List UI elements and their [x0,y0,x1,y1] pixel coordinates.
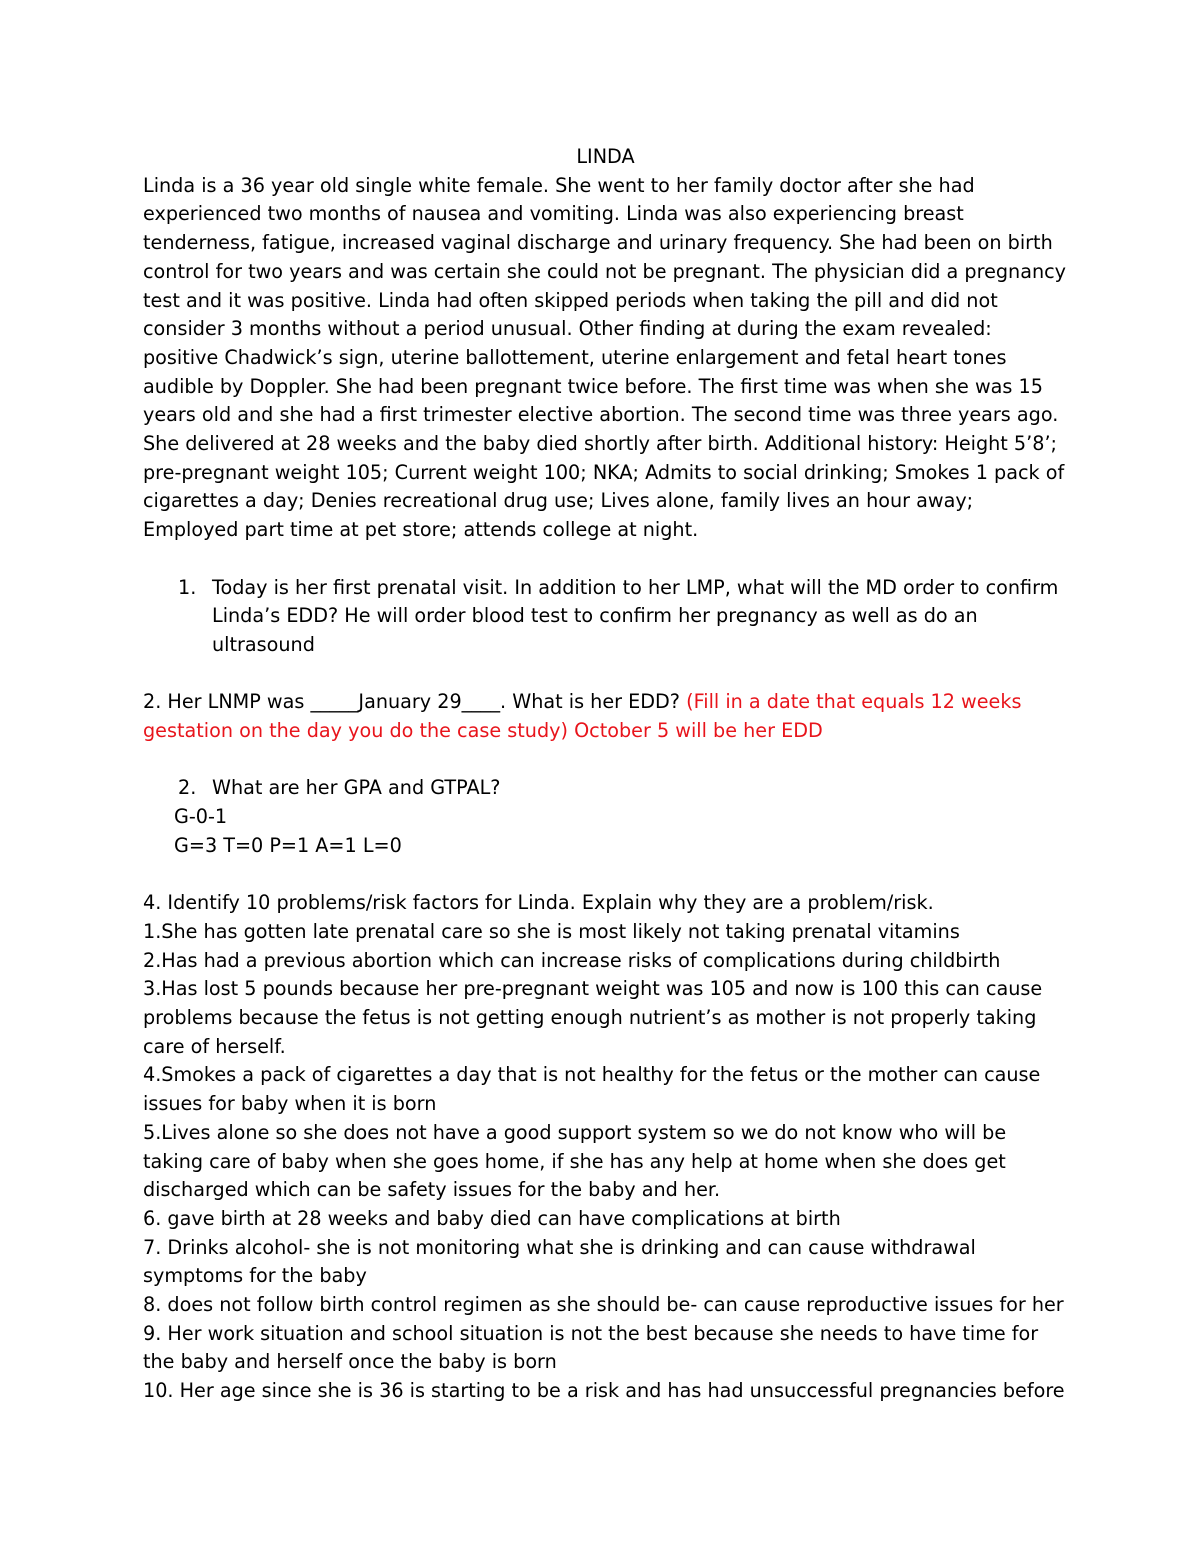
risk-item-5: 5.Lives alone so she does not have a good support system so we do not know who will be taking care of baby when she goes home, if she has any help at home when she does get discharged which can be safety issues for the baby and her. [143,1120,1007,1202]
risk-item-8: 8. does not follow birth control regimen as she should be- can cause reproductive issues for her [143,1293,1064,1317]
document-content [143,143,1068,1406]
spacer [143,660,1068,689]
spacer [143,746,1068,775]
gpa-answer: G-0-1 [174,805,228,829]
question-1-text: Today is her first prenatal visit. In addition to her LMP, what will the MD order to confirm Linda’s EDD? He will order blood test to confirm her pregnancy as well as do an ultrasound [212,575,1059,656]
document-title: LINDA [576,145,635,168]
risk-item-7: 7. Drinks alcohol- she is not monitoring what she is drinking and can cause withdrawal symptoms for the baby [143,1235,976,1288]
question-4-heading: 4. Identify 10 problems/risk factors for Linda. Explain why they are a problem/risk. [143,891,934,915]
risk-item-4: 4.Smokes a pack of cigarettes a day that is not healthy for the fetus or the mother can cause issues for baby when it is born [143,1063,1041,1116]
risk-item-10: 10. Her age since she is 36 is starting to be a risk and has had unsuccessful pregnancies before [143,1379,1065,1403]
spacer [143,861,1068,890]
question-1-number: 1. [178,575,197,599]
question-2 [143,688,1068,745]
question-2-text: 2. Her LNMP was _____January 29____. What is her EDD? [143,690,680,714]
risk-item-3: 3.Has lost 5 pounds because her pre-pregnant weight was 105 and now is 100 this can cause problems because the fetus is not getting enough nutrient’s as mother is not properly taking care of herself. [143,977,1043,1058]
risk-item-2: 2.Has had a previous abortion which can increase risks of complications during childbirth [143,948,1001,972]
spacer [143,545,1068,574]
question-2-instruction: (Fill in a date that equals 12 weeks gestation on the day you do the case study) October 5 will be her EDD [143,690,1022,743]
question-1 [143,574,1068,660]
case-paragraph: Linda is a 36 year old single white female. She went to her family doctor after she had experienced two months of nausea and vomiting. Linda was also experiencing breast tenderness, fatigue, increased vaginal discharge and urinary frequency. She had been on birth control for two years and was certain she could not be pregnant. The physician did a pregnancy test and it was positive. Linda had often skipped periods when taking the pill and did not consider 3 months without a period unusual. Other finding at during the exam revealed: positive Chadwick’s sign, uterine ballottement, uterine enlargement and fetal heart tones audible by Doppler. She had been pregnant twice before. The first time was when she was 15 years old and she had a first trimester elective abortion. The second time was three years ago. She delivered at 28 weeks and the baby died shortly after birth. Additional history: Height 5’8’; pre-pregnant weight 105; Current weight 100; NKA; Admits to social drinking; Smokes 1 pack of cigarettes a day; Denies recreational drug use; Lives alone, family lives an hour away; Employed part time at pet store; attends college at night. [143,173,1067,542]
gtpal-answer: G=3 T=0 P=1 A=1 L=0 [174,833,402,857]
question-3-text: What are her GPA and GTPAL? [212,776,501,800]
question-3-number: 2. [178,776,197,800]
risk-item-1: 1.She has gotten late prenatal care so she is most likely not taking prenatal vitamins [143,919,960,943]
risk-item-9: 9. Her work situation and school situation is not the best because she needs to have time for the baby and herself once the baby is born [143,1321,1039,1374]
question-3 [143,774,1068,803]
risk-item-6: 6. gave birth at 28 weeks and baby died can have complications at birth [143,1206,841,1230]
